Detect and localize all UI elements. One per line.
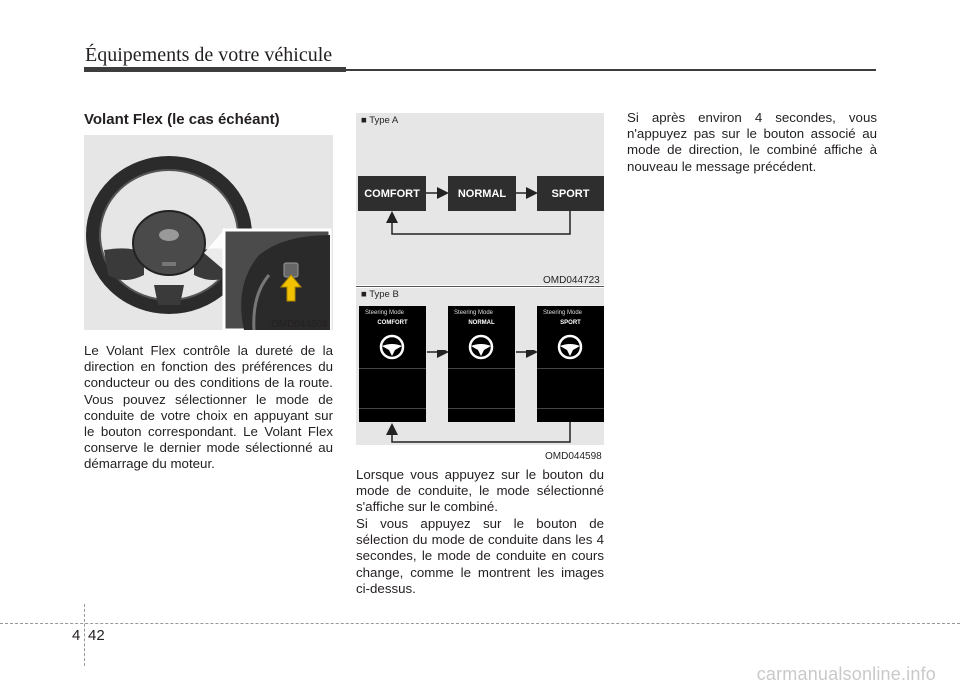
type-a-mode-comfort: COMFORT [358,176,426,211]
page-header-title: Équipements de votre véhicule [85,44,333,66]
screen-mode-label: SPORT [560,320,581,326]
page-number: 42 [88,627,105,644]
screen-title: Steering Mode [365,310,405,316]
type-a-mode-sport: SPORT [537,176,604,211]
figure-separator [356,286,604,287]
type-a-image-code: OMD044723 [543,275,600,286]
steering-wheel-illustration [84,135,333,330]
square-bullet-icon: ■ [361,289,370,300]
square-bullet-icon: ■ [361,115,370,126]
arrow-sport-to-comfort [392,422,570,442]
steering-wheel-image-code: OMD044608 [271,319,328,330]
type-a-label: Type A [369,115,399,126]
left-paragraph: Le Volant Flex contrôle la dureté de la direction en fonction des préférences du conducteur ou des conditions de la route. Vous pouvez sélectionner le mode de conduite de votre choix en appuyant sur le bouton correspondant. Le Volant Flex conserve le dernier mode sélectionné au démarrage du moteur. [84,343,333,472]
section-title: Volant Flex (le cas échéant) [84,111,280,128]
header-bar [84,67,346,72]
header-rule [346,69,876,71]
screen-title: Steering Mode [543,310,583,316]
type-b-label: Type B [369,289,399,300]
screen-mode-label: COMFORT [377,320,408,326]
type-b-image-code: OMD044598 [545,451,602,462]
type-b-flow-arrows [356,350,604,450]
arrow-sport-to-comfort [392,211,570,234]
type-a-flow-arrows [356,170,604,240]
screen-mode-label: NORMAL [468,320,495,326]
steering-wheel-figure [84,135,333,330]
footer-vertical-rule [84,604,85,666]
middle-paragraph-2: Si vous appuyez sur le bouton de sélection du mode de conduite dans les 4 secondes, le mode de conduite en cours change, comme le montrent les images ci-dessus. [356,516,604,596]
footer-dashed-rule [0,623,960,624]
screen-title: Steering Mode [454,310,494,316]
type-b-label-row [361,289,399,300]
type-a-mode-normal: NORMAL [448,176,516,211]
watermark: carmanualsonline.info [756,664,936,684]
type-a-label-row [361,115,398,126]
right-paragraph: Si après environ 4 secondes, vous n'appuyez pas sur le bouton associé au mode de direction, le combiné affiche à nouveau le message précédent. [627,110,877,174]
middle-paragraph-1: Lorsque vous appuyez sur le bouton du mode de conduite, le mode sélectionné s'affiche sur le combiné. [356,467,604,515]
chapter-number: 4 [72,627,81,644]
